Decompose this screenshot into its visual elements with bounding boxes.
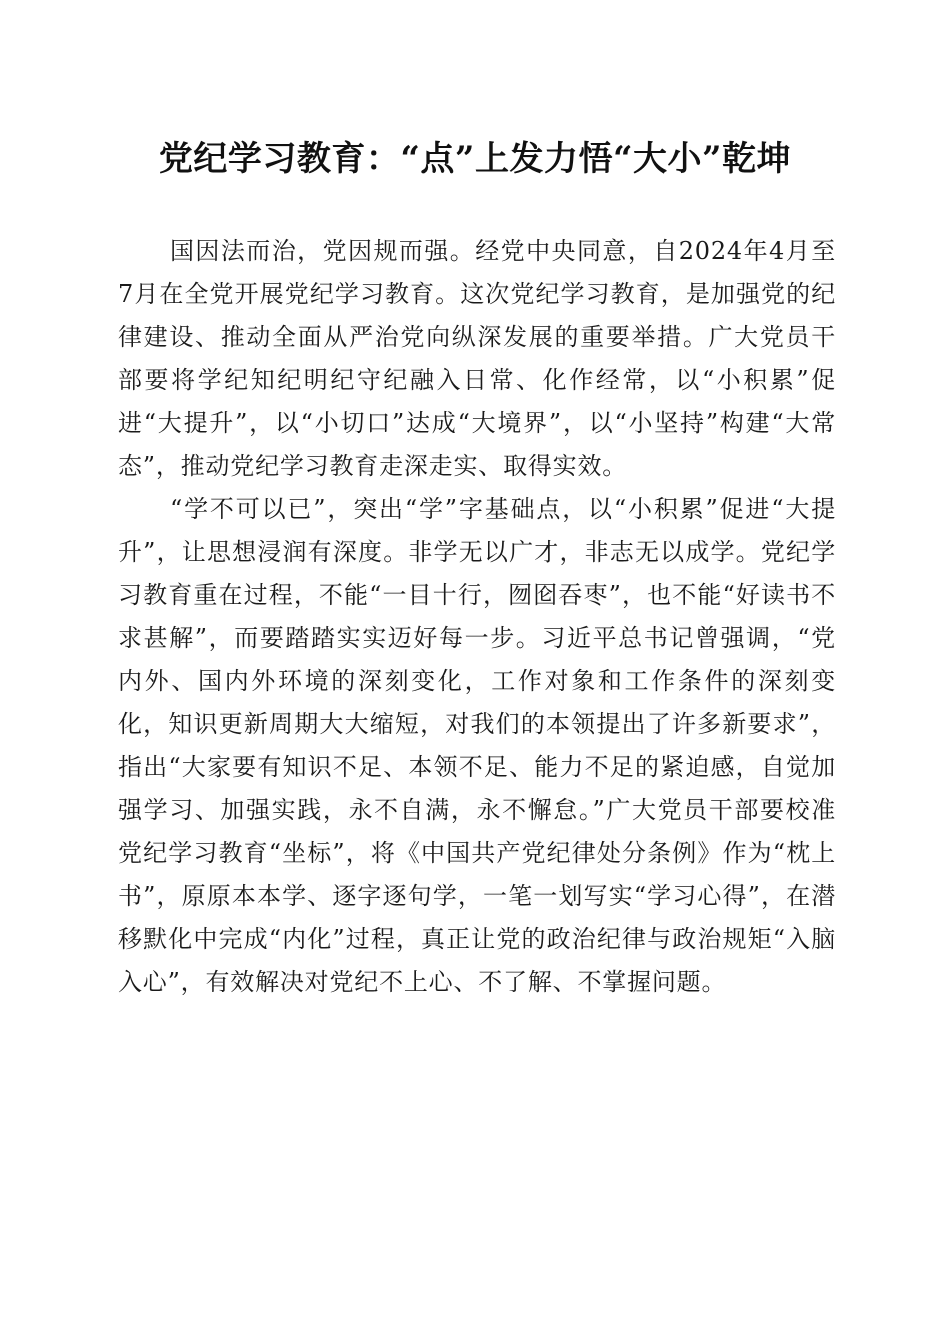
document-body	[118, 230, 836, 1004]
document-title: 党纪学习教育：“点”上发力悟“大小”乾坤	[158, 139, 792, 179]
paragraph-intro: 国因法而治，党因规而强。经党中央同意，自2024年4月至7月在全党开展党纪学习教育。这次党纪学习教育，是加强党的纪律建设、推动全面从严治党向纵深发展的重要举措。广大党员干部要将学纪知纪明纪守纪融入日常、化作经常，以“小积累”促进“大提升”，以“小切口”达成“大境界”，以“小坚持”构建“大常态”，推动党纪学习教育走深走实、取得实效。	[118, 237, 836, 480]
paragraph-study: “学不可以已”，突出“学”字基础点，以“小积累”促进“大提升”，让思想浸润有深度。非学无以广才，非志无以成学。党纪学习教育重在过程，不能“一目十行，囫囵吞枣”，也不能“好读书不求甚解”，而要踏踏实实迈好每一步。习近平总书记曾强调，“党内外、国内外环境的深刻变化，工作对象和工作条件的深刻变化，知识更新周期大大缩短，对我们的本领提出了许多新要求”，指出“大家要有知识不足、本领不足、能力不足的紧迫感，自觉加强学习、加强实践，永不自满，永不懈怠。”广大党员干部要校准党纪学习教育“坐标”，将《中国共产党纪律处分条例》作为“枕上书”，原原本本学、逐字逐句学，一笔一划写实“学习心得”，在潜移默化中完成“内化”过程，真正让党的政治纪律与政治规矩“入脑入心”，有效解决对党纪不上心、不了解、不掌握问题。	[118, 495, 836, 996]
